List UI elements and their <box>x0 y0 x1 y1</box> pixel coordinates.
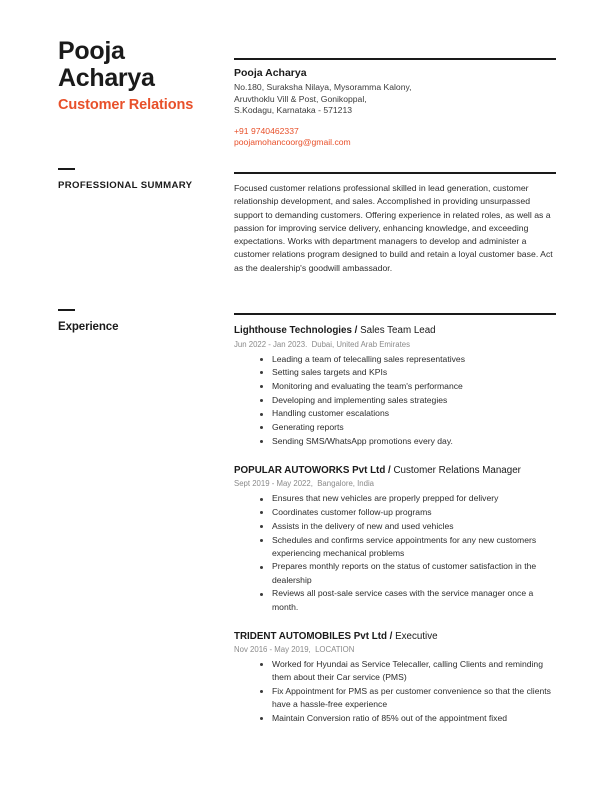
contact-block <box>234 58 556 149</box>
job-role: Customer Relations Manager <box>393 464 521 476</box>
job-entry <box>234 464 556 614</box>
experience-divider <box>234 313 556 315</box>
experience-content <box>234 313 556 726</box>
job-bullet: Coordinates customer follow-up programs <box>260 506 556 519</box>
job-dates-location <box>234 339 556 350</box>
section-dash-icon <box>58 168 75 170</box>
job-bullet: Generating reports <box>260 421 556 434</box>
job-bullet: Worked for Hyundai as Service Telecaller, calling Clients and reminding them about their Car service (PMS) <box>260 658 556 684</box>
summary-content <box>234 172 556 275</box>
summary-divider <box>234 172 556 174</box>
job-separator: / <box>386 630 396 642</box>
job-separator: / <box>351 325 361 336</box>
job-heading <box>234 630 556 643</box>
summary-heading: PROFESSIONAL SUMMARY <box>58 180 193 191</box>
job-bullet: Prepares monthly reports on the status of customer satisfaction in the dealership <box>260 560 556 586</box>
job-heading <box>234 464 556 477</box>
job-company: Lighthouse Technologies <box>234 325 352 336</box>
section-dash-icon <box>58 309 75 311</box>
job-bullet: Schedules and confirms service appointments for any new customers experiencing mechanical problems <box>260 534 556 560</box>
summary-text: Focused customer relations professional skilled in lead generation, customer relationship development, and sales. Accomplished in providing unsurpassed support to demanding customers. Offering experience in related roles, as well as a passion for improving service delivery, enhancing knowledge, and exceeding expectations. Works with department managers to develop and administer a customer relations program designed to build and retain a loyal customer base. Act as the dealership's goodwill ambassador. <box>234 183 553 273</box>
job-list <box>234 324 556 725</box>
job-dates: Jun 2022 - Jan 2023. <box>234 339 308 349</box>
job-bullet: Assists in the delivery of new and used vehicles <box>260 520 556 533</box>
job-dates-location <box>234 644 556 655</box>
experience-heading-block <box>58 309 226 333</box>
contact-name: Pooja Acharya <box>234 67 307 79</box>
contact-divider <box>234 58 556 60</box>
job-location: Dubai, United Arab Emirates <box>311 339 410 349</box>
contact-links <box>234 126 556 149</box>
job-heading <box>234 324 556 337</box>
last-name: Acharya <box>58 64 155 92</box>
job-bullet: Fix Appointment for PMS as per customer convenience so that the clients have a hassle-free experience <box>260 685 556 711</box>
job-separator: / <box>385 464 394 476</box>
email-address[interactable]: poojamohancoorg@gmail.com <box>234 137 351 148</box>
name-block <box>58 38 226 115</box>
job-location: Bangalore, India <box>317 479 375 489</box>
job-bullet: Monitoring and evaluating the team's performance <box>260 380 556 393</box>
job-role: Sales Team Lead <box>360 325 436 336</box>
job-location: LOCATION <box>315 645 355 655</box>
job-dates-location <box>234 478 556 489</box>
job-company: POPULAR AUTOWORKS Pvt Ltd <box>234 464 386 476</box>
job-bullet-list <box>234 492 556 613</box>
job-role-subtitle: Customer Relations <box>58 97 194 113</box>
job-bullet: Ensures that new vehicles are properly prepped for delivery <box>260 492 556 505</box>
job-role: Executive <box>395 630 438 642</box>
phone-number[interactable]: +91 9740462337 <box>234 125 299 136</box>
job-company: TRIDENT AUTOMOBILES Pvt Ltd <box>234 630 387 642</box>
address-line-3: S.Kodagu, Karnataka - 571213 <box>234 105 353 116</box>
job-bullet: Developing and implementing sales strategies <box>260 394 556 407</box>
job-bullet-list <box>234 658 556 725</box>
first-name: Pooja <box>58 37 125 65</box>
job-dates: Nov 2016 - May 2019, <box>234 645 311 655</box>
address-line-1: No.180, Suraksha Nilaya, Mysoramma Kalony, <box>234 82 412 92</box>
experience-heading: Experience <box>58 321 119 333</box>
summary-heading-block <box>58 168 226 191</box>
job-entry <box>234 324 556 448</box>
contact-address <box>234 82 556 117</box>
job-bullet-list <box>234 353 556 448</box>
job-bullet: Setting sales targets and KPIs <box>260 366 556 379</box>
address-line-2: Aruvthoklu Vill & Post, Gonikoppal, <box>234 93 367 104</box>
job-bullet: Leading a team of telecalling sales representatives <box>260 353 556 366</box>
job-bullet: Maintain Conversion ratio of 85% out of the appointment fixed <box>260 712 556 725</box>
job-bullet: Sending SMS/WhatsApp promotions every day. <box>260 435 556 448</box>
job-entry <box>234 630 556 726</box>
job-bullet: Handling customer escalations <box>260 407 556 420</box>
job-dates: Sept 2019 - May 2022, <box>234 479 313 489</box>
job-bullet: Reviews all post-sale service cases with the service manager once a month. <box>260 587 556 613</box>
